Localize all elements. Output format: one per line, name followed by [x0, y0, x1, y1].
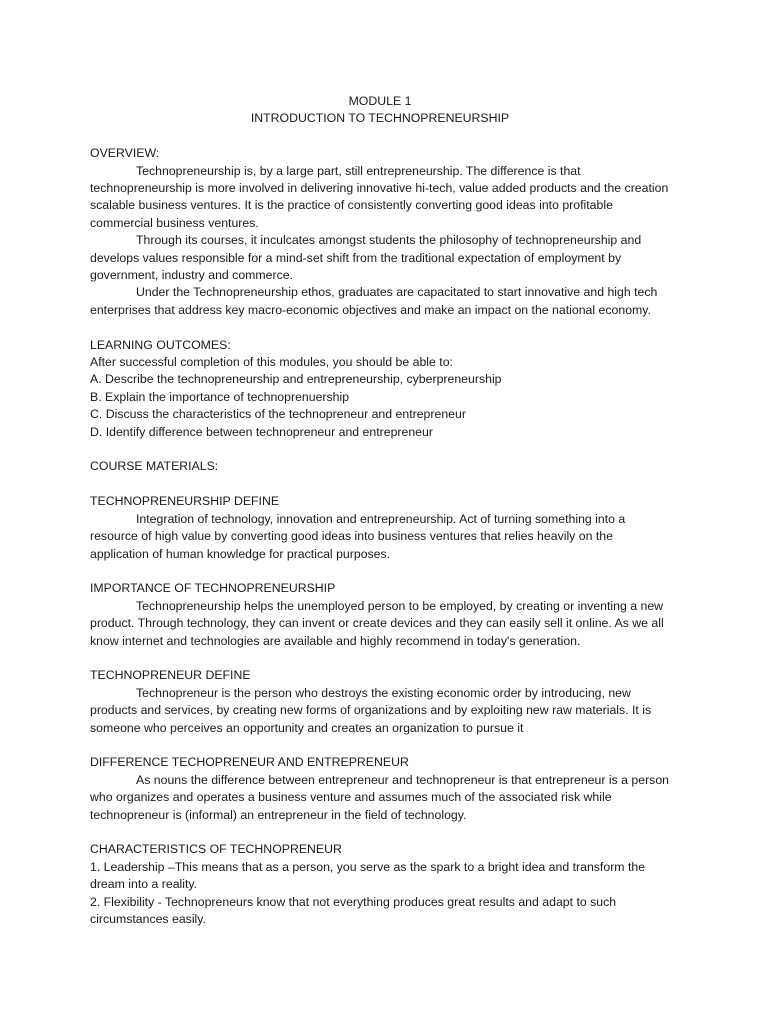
section-heading: DIFFERENCE TECHOPRENEUR AND ENTREPRENEUR — [90, 755, 409, 770]
spacer — [90, 650, 670, 667]
learning-outcomes-heading: LEARNING OUTCOMES: — [90, 337, 231, 352]
overview-heading: OVERVIEW: — [90, 146, 160, 161]
learning-outcome-item: A. Describe the technopreneurship and entrepreneurship, cyberpreneurship — [90, 372, 502, 387]
document-content — [90, 93, 670, 928]
characteristics-heading: CHARACTERISTICS OF TECHNOPRENEUR — [90, 842, 342, 857]
section-heading: IMPORTANCE OF TECHNOPRENEURSHIP — [90, 581, 336, 596]
course-materials-heading: COURSE MATERIALS: — [90, 459, 219, 474]
overview-paragraph: Technopreneurship is, by a large part, still entrepreneurship. The difference is that technopreneurship is more involved in delivering innovative hi-tech, value added products and the creation scalable business ventures. It is the practice of consistently converting good ideas into profitable commercial business ventures. — [90, 163, 669, 230]
spacer — [90, 563, 670, 580]
module-number: MODULE 1 — [348, 94, 412, 108]
characteristic-item: 2. Flexibility - Technopreneurs know that not everything produces great results and adapt to such circumstances easily. — [90, 894, 617, 926]
section-body: As nouns the difference between entrepreneur and technopreneur is that entrepreneur is a person who organizes and operates a business venture and assumes much of the associated risk while technopreneur is (informal) an entrepreneur in the field of technology. — [90, 772, 669, 822]
learning-outcome-item: C. Discuss the characteristics of the technopreneur and entrepreneur — [90, 407, 466, 422]
learning-outcomes-intro: After successful completion of this modules, you should be able to: — [90, 355, 453, 370]
section-body: Technopreneurship helps the unemployed person to be employed, by creating or inventing a new product. Through technology, they can invent or create devices and they can easily sell it online. As we all know internet and technologies are available and highly recommend in today's generation. — [90, 598, 664, 648]
section-heading: TECHNOPRENEURSHIP DEFINE — [90, 494, 280, 509]
section-heading: TECHNOPRENEUR DEFINE — [90, 668, 251, 683]
spacer — [90, 476, 670, 493]
spacer — [90, 319, 670, 336]
spacer — [90, 824, 670, 841]
section-body: Integration of technology, innovation and entrepreneurship. Act of turning something into a resource of high value by converting good ideas into business ventures that relies heavily on the application of human knowledge for practical purposes. — [90, 511, 626, 561]
module-title: INTRODUCTION TO TECHNOPRENEURSHIP — [250, 111, 510, 126]
spacer — [90, 737, 670, 754]
learning-outcome-item: B. Explain the importance of technoprenuership — [90, 389, 350, 404]
characteristic-item: 1. Leadership –This means that as a person, you serve as the spark to a bright idea and transform the dream into a reality. — [90, 859, 646, 892]
spacer — [90, 441, 670, 458]
section-body: Technopreneur is the person who destroys the existing economic order by introducing, new products and services, by creating new forms of organizations and by exploiting new raw materials. It is someone who perceives an opportunity and creates an organization to pursue it — [90, 685, 652, 735]
learning-outcome-item: D. Identify difference between technopreneur and entrepreneur — [90, 424, 433, 439]
overview-paragraph: Through its courses, it inculcates amongst students the philosophy of technopreneurship and develops values responsible for a mind-set shift from the traditional expectation of employment by government, industry and commerce. — [90, 233, 642, 283]
overview-paragraph: Under the Technopreneurship ethos, graduates are capacitated to start innovative and high tech enterprises that address key macro-economic objectives and make an impact on the national economy. — [90, 285, 658, 317]
